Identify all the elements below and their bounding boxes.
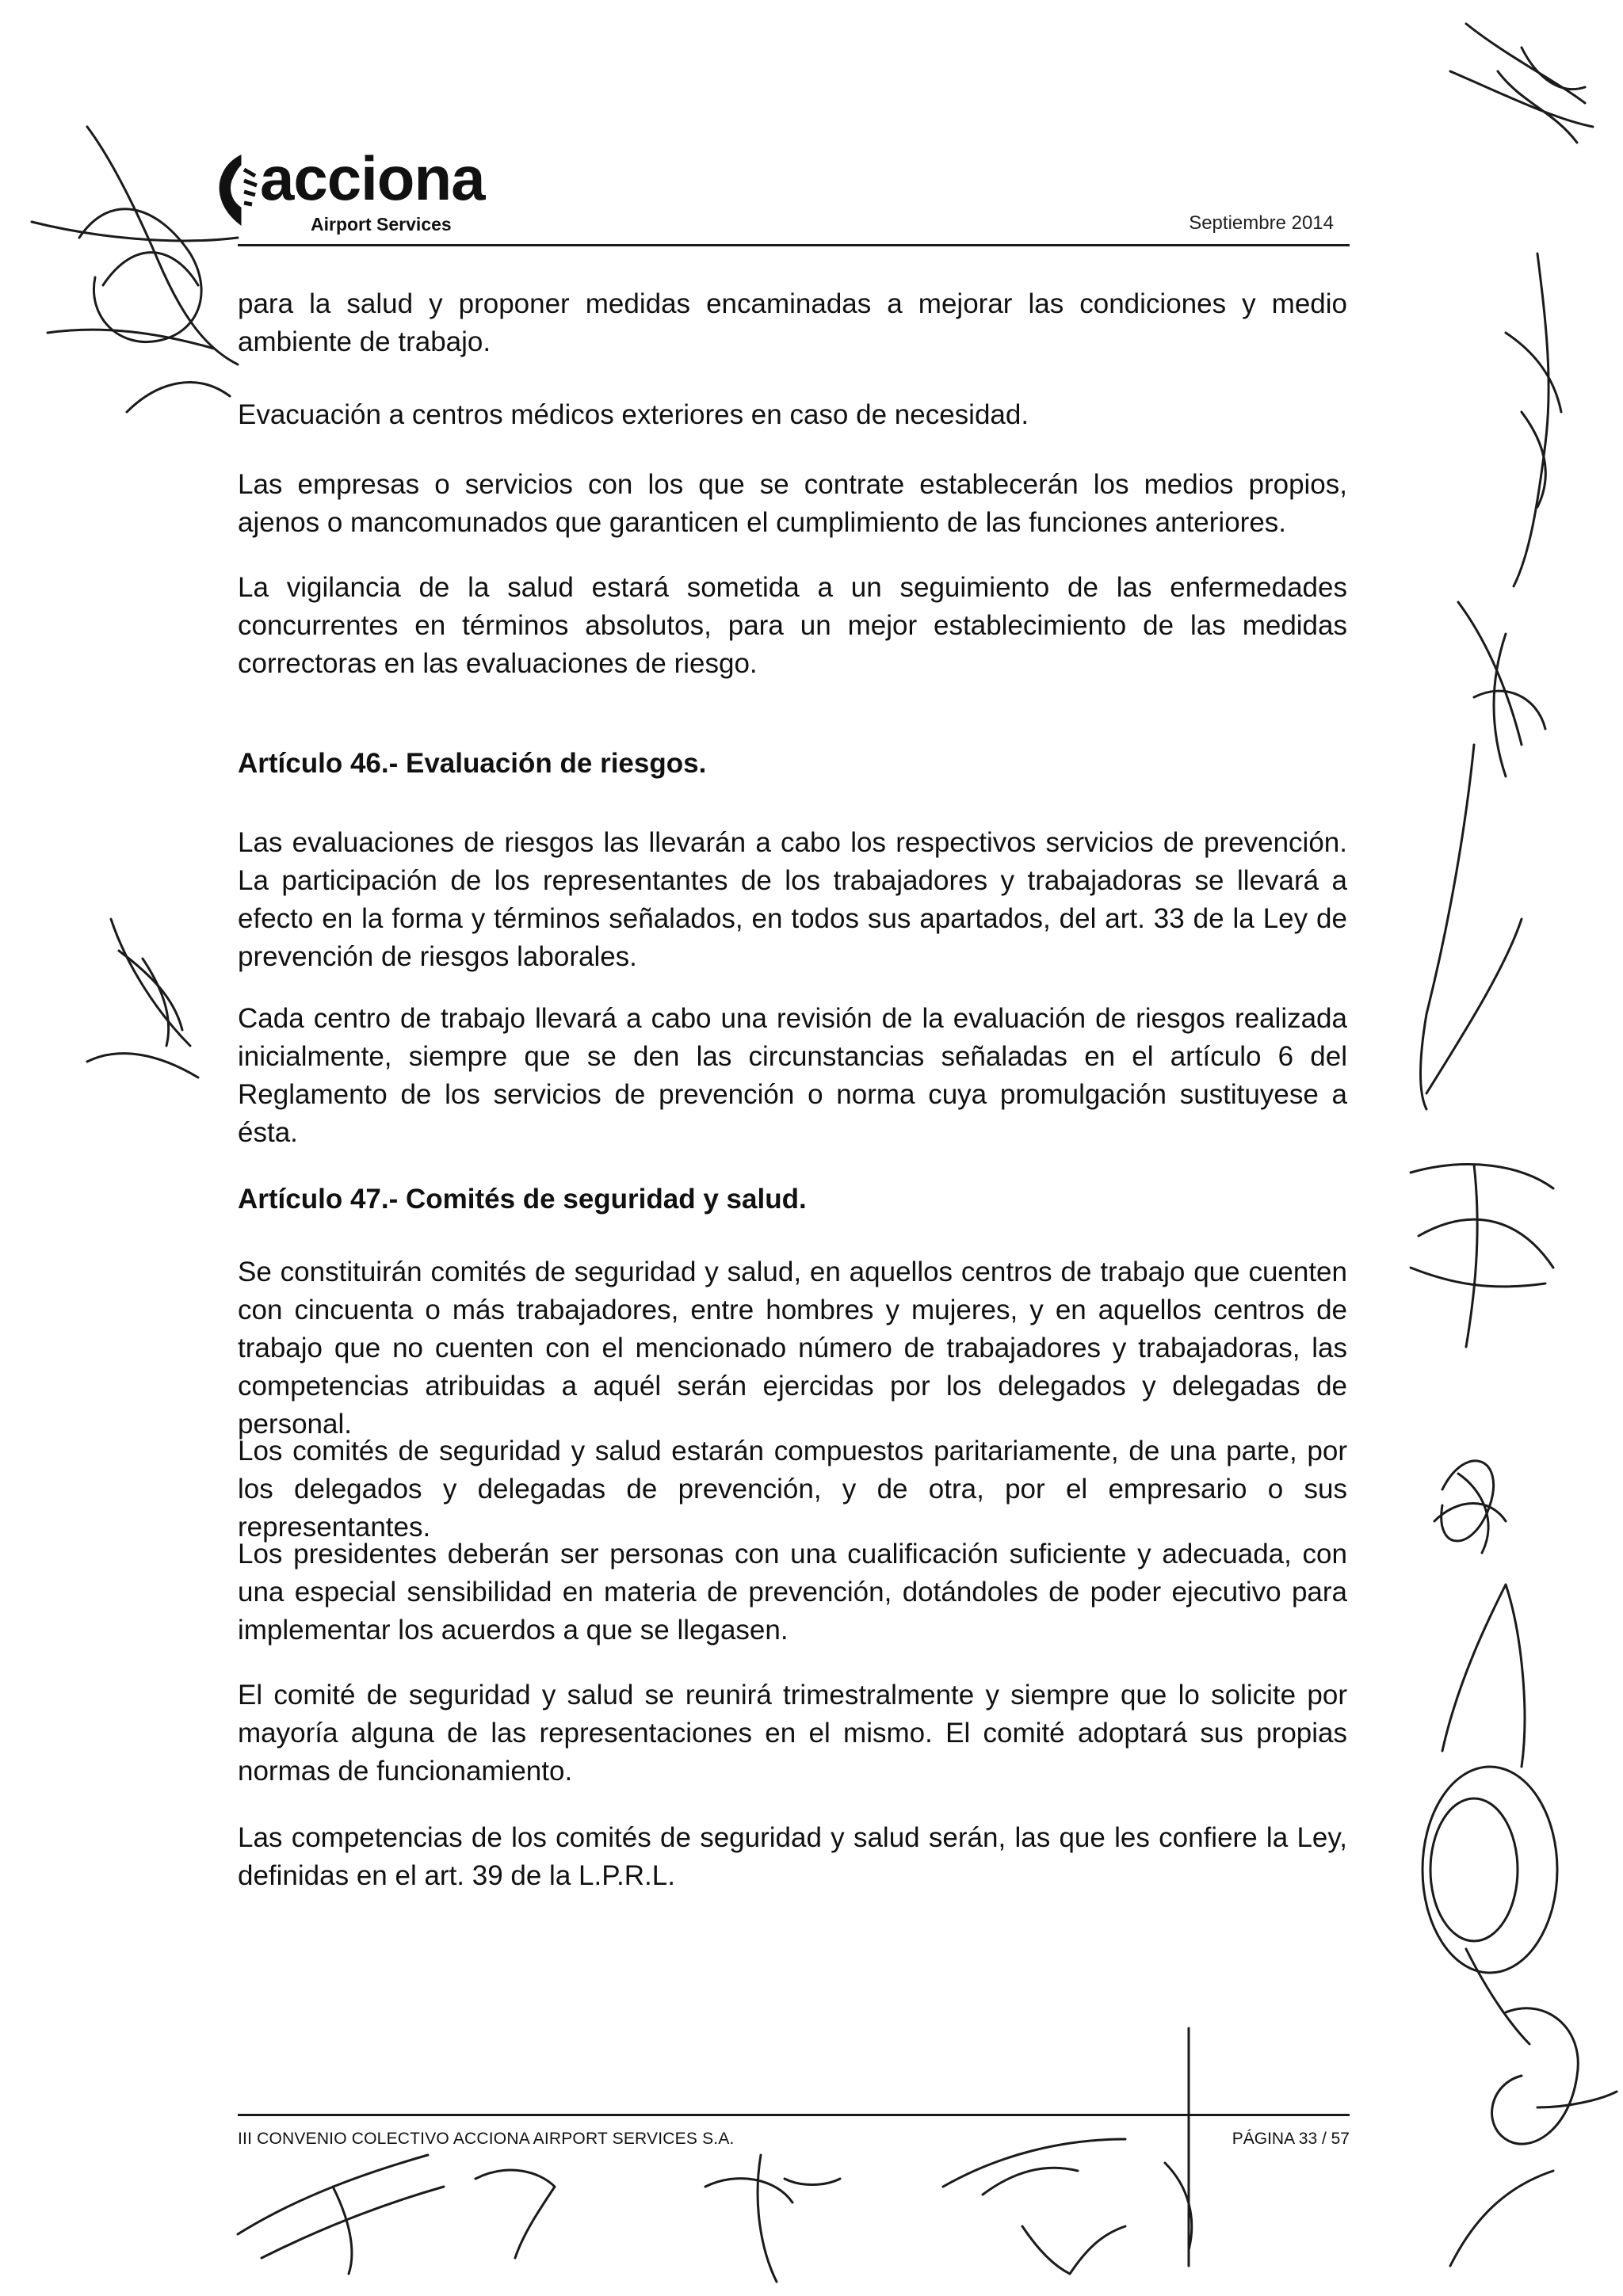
acciona-logo [214, 143, 499, 242]
paragraph-presidents: Los presidentes deberán ser personas con una cualificación suficiente y adecuada, con una especial sensibilidad en materia de prevención, dotándoles de poder ejecutivo para implementar los acuerdos a que se llegasen. [238, 1539, 1347, 1646]
paragraph-health-surveillance: La vigilancia de la salud estará sometida a un seguimiento de las enfermedades concurrentes en términos absolutos, para un mejor establecimiento de las medidas correctoras en las evaluaciones de riesgo. [238, 572, 1347, 679]
signature-right-margin-2 [1458, 602, 1545, 776]
logo-subtext: Airport Services [311, 214, 452, 235]
paragraph-committees-constitution: Se constituirán comités de seguridad y salud, en aquellos centros de trabajo que cuenten con cincuenta o más trabajadores, entre hombres y mujeres, y en aquellos centros de trabajo que no cuenten con el mencionado número de trabajadores y trabajadoras, las competencias atribuidas a aquél serán ejercidas por los delegados y delegadas de personal. [238, 1257, 1347, 1440]
signature-top-right [1450, 24, 1593, 143]
signature-bottom-2 [705, 2155, 840, 2282]
article-46-heading: Artículo 46.- Evaluación de riesgos. [238, 748, 707, 779]
signature-left-middle [87, 919, 198, 1077]
footer-page-number: PÁGINA 33 / 57 [1232, 2130, 1350, 2148]
signature-right-margin-1 [1506, 254, 1561, 586]
paragraph-risk-evaluations: Las evaluaciones de riesgos las llevarán a cabo los respectivos servicios de prevención. La participación de los representantes de los trabajadores y trabajadoras se llevará a efecto en la forma y términos señalados, en todos sus apartados, del art. 33 de la Ley de prevención de riesgos laborales. [238, 827, 1347, 972]
signature-right-scribble [1434, 1461, 1506, 1553]
footer-divider [238, 2114, 1350, 2116]
header-divider [238, 244, 1350, 246]
signature-top-left [32, 127, 238, 412]
signature-right-loop [1423, 1585, 1557, 2044]
header-date: Septiembre 2014 [1189, 212, 1334, 234]
signature-bottom-1 [238, 2155, 555, 2274]
signature-bottom-3 [943, 2028, 1192, 2274]
article-47-heading: Artículo 47.- Comités de seguridad y salud. [238, 1184, 807, 1215]
paragraph-evaluation-review: Cada centro de trabajo llevará a cabo una revisión de la evaluación de riesgos realizada inicialmente, siempre que se den las circunstancias señaladas en el artículo 6 del Reglamento de los servicios de prevención o norma cuya promulgación sustituyese a ésta. [238, 1003, 1347, 1148]
paragraph-committee-meetings: El comité de seguridad y salud se reunirá trimestralmente y siempre que lo solicite por mayoría alguna de las representaciones en el mismo. El comité adoptará sus propias normas de funcionamiento. [238, 1680, 1347, 1787]
paragraph-companies-services: Las empresas o servicios con los que se contrate establecerán los medios propios, ajenos o mancomunados que garanticen el cumplimiento de las funciones anteriores. [238, 469, 1347, 538]
signature-bottom-right [1450, 2008, 1617, 2266]
logo-wordmark: acciona [260, 143, 485, 213]
signature-right-article47 [1411, 1165, 1553, 1347]
paragraph-committee-competences: Las competencias de los comités de seguridad y salud serán, las que les confiere la Ley, definidas en el art. 39 de la L.P.R.L. [238, 1822, 1347, 1891]
paragraph-evacuation: Evacuación a centros médicos exteriores en caso de necesidad. [238, 399, 1029, 430]
acciona-leaf-icon [214, 152, 263, 231]
paragraph-health-measures: para la salud y proponer medidas encaminadas a mejorar las condiciones y medio ambiente de trabajo. [238, 288, 1347, 357]
footer-document-title: III CONVENIO COLECTIVO ACCIONA AIRPORT SERVICES S.A. [238, 2130, 735, 2148]
paragraph-committees-composition: Los comités de seguridad y salud estarán compuestos paritariamente, de una parte, por los delegados y delegadas de prevención, y de otra, por el empresario o sus representantes. [238, 1436, 1347, 1543]
signature-right-margin-3 [1421, 745, 1522, 1109]
